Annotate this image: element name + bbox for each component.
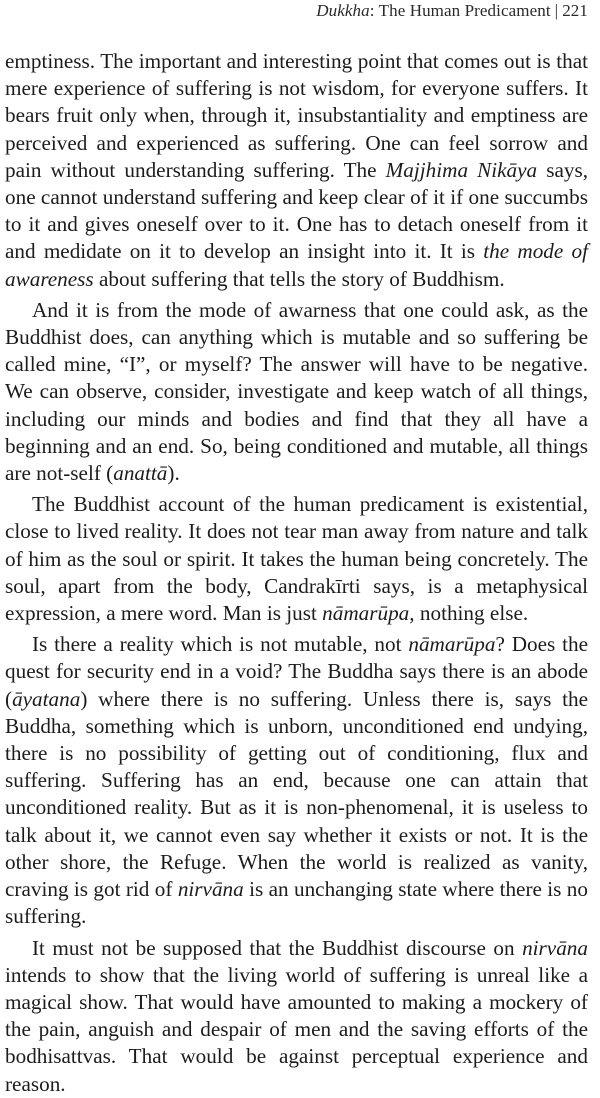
text-run: ? Does the quest for security end in a void? The Buddha says there is an abode (: [5, 632, 588, 711]
italic-term: the mode of awareness: [5, 239, 588, 291]
text-run: ).: [167, 461, 180, 486]
paragraph: [5, 631, 588, 930]
page-number: 221: [562, 1, 588, 20]
italic-term: nāmarūpa: [408, 632, 496, 657]
text-run: says, one cannot understand suffering and keep clear of it if one succumbs to it and gives oneself over to it. One has to detach oneself from it and medidate on it to develop an insight into it. It is: [5, 157, 589, 264]
paragraph: [5, 491, 588, 627]
text-run: about suffering that tells the story of Buddhism.: [93, 266, 505, 291]
italic-term: Majjhima Nikāya: [385, 157, 538, 182]
running-header: [316, 1, 588, 21]
text-run: Is there a reality which is not mutable, not: [32, 632, 409, 657]
italic-term: āyatana: [12, 686, 81, 711]
italic-term: nāmarūpa: [322, 601, 410, 626]
paragraph: [5, 48, 588, 293]
running-header-book-title: : The Human Predicament: [369, 1, 551, 20]
text-run: It must not be supposed that the Buddhist discourse on: [32, 935, 523, 960]
text-run: emptiness. The important and interesting point that comes out is that mere experience of suffering is not wisdom, for everyone suffers. It bears fruit only when, through it, insubstantiality and emptiness are perceived and experienced as suffering. One can feel sorrow and pain without understanding suffering. The: [5, 49, 588, 182]
paragraph: [5, 935, 588, 1098]
text-run: is an unchanging state where there is no suffering.: [5, 877, 588, 929]
text-run: The Buddhist account of the human predicament is existential, close to lived reality. It does not tear man away from nature and talk of him as the soul or spirit. It takes the human being concretely. The soul, apart from the body, Candrakīrti says, is a metaphysical expression, a mere word. Man is just: [5, 492, 588, 626]
paragraph: [5, 297, 588, 487]
italic-term: nirvāna: [522, 935, 588, 960]
text-run: ) where there is no suffering. Unless there is, says the Buddha, something which is unborn, unconditioned end undying, there is no possibility of getting out of conditioning, flux and suffering. Suffering has an end, because one can attain that unconditioned reality. But as it is non-phenomenal, it is useless to talk about it, we cannot even say whether it exists or not. It is the other shore, the Refuge. When the world is realized as vanity, craving is got rid of: [5, 686, 588, 902]
text-run: , nothing else.: [409, 601, 529, 626]
header-separator: |: [554, 1, 559, 20]
text-run: And it is from the mode of awarness that one could ask, as the Buddhist does, can anything which is mutable and so suffering be called mine, “I”, or myself? The answer will have to be negative. We can observe, consider, investigate and keep watch of all things, including our minds and bodies and find that they all have a beginning and an end. So, being conditioned and mutable, all things are not-self (: [5, 297, 588, 486]
italic-term: nirvāna: [177, 877, 244, 902]
text-run: intends to show that the living world of suffering is unreal like a magical show. That would have amounted to making a mockery of the pain, anguish and despair of men and the saving efforts of the bodhisattvas. That would be against perceptual experience and reason.: [5, 962, 588, 1096]
italic-term: anattā: [113, 461, 168, 486]
page-body-text: [5, 48, 588, 1098]
running-header-book-title-italic: Dukkha: [316, 1, 370, 20]
